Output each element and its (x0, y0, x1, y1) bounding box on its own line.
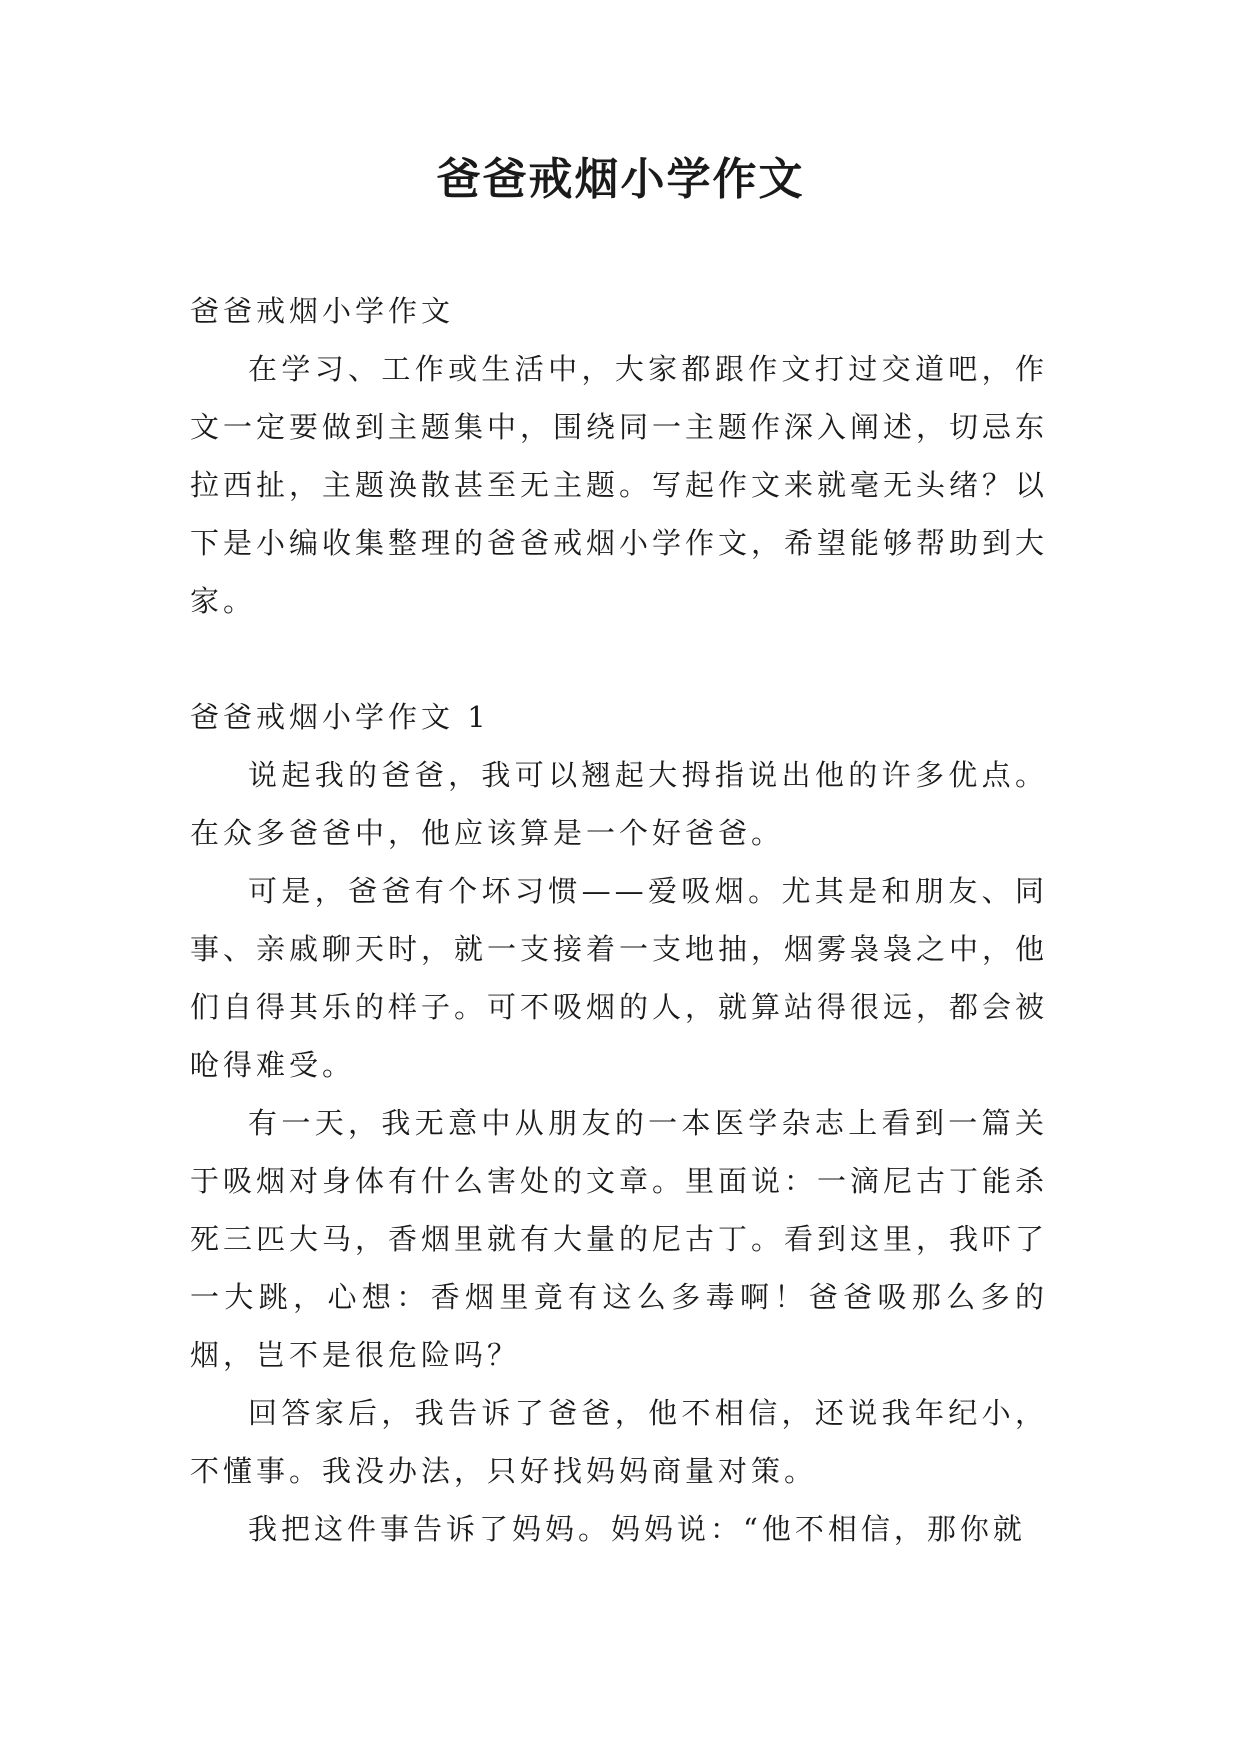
intro-heading: 爸爸戒烟小学作文 (190, 294, 455, 328)
essay-heading: 爸爸戒烟小学作文 1 (190, 700, 490, 734)
essay-paragraph: 可是，爸爸有个坏习惯——爱吸烟。尤其是和朋友、同事、亲戚聊天时，就一支接着一支地抽，烟雾袅袅之中，他们自得其乐的样子。可不吸烟的人，就算站得很远，都会被呛得难受。 (190, 874, 1049, 1082)
essay-paragraph: 有一天，我无意中从朋友的一本医学杂志上看到一篇关于吸烟对身体有什么害处的文章。里面说：一滴尼古丁能杀死三匹大马，香烟里就有大量的尼古丁。看到这里，我吓了一大跳，心想：香烟里竟有这么多毒啊！爸爸吸那么多的烟，岂不是很危险吗？ (190, 1106, 1049, 1372)
intro-paragraph: 在学习、工作或生活中，大家都跟作文打过交道吧，作文一定要做到主题集中，围绕同一主题作深入阐述，切忌东拉西扯，主题涣散甚至无主题。写起作文来就毫无头绪？以下是小编收集整理的爸爸戒烟小学作文，希望能够帮助到大家。 (190, 352, 1049, 618)
essay-paragraph: 我把这件事告诉了妈妈。妈妈说：“他不相信，那你就 (248, 1512, 1026, 1546)
document-body (190, 282, 1048, 1558)
section-spacer (190, 630, 1048, 688)
essay-paragraph: 回答家后，我告诉了爸爸，他不相信，还说我年纪小，不懂事。我没办法，只好找妈妈商量对策。 (190, 1396, 1048, 1488)
document-title: 爸爸戒烟小学作文 (436, 154, 805, 205)
essay-paragraph: 说起我的爸爸，我可以翘起大拇指说出他的许多优点。在众多爸爸中，他应该算是一个好爸爸。 (190, 758, 1048, 850)
